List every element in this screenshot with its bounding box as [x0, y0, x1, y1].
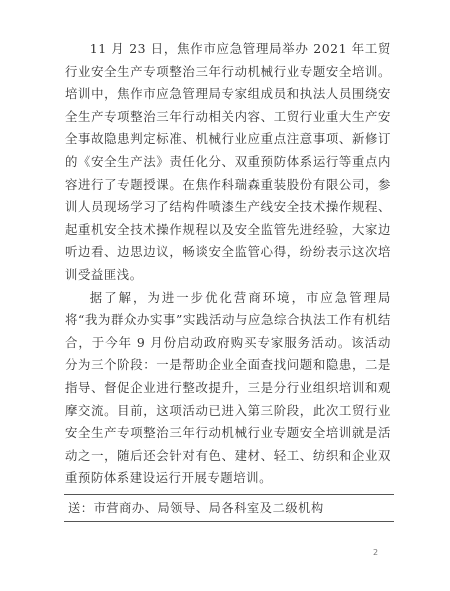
cc-top-divider — [64, 494, 394, 495]
paragraph-training-report: 11 月 23 日，焦作市应急管理局举办 2021 年工贸行业安全生产专项整治三年行动机械行业专题安全培训。培训中，焦作市应急管理局专家组成员和执法人员围绕安全生产专项整治三年行动相关内容、工贸行业重大生产安全事故隐患判定标准、机械行业应重点注意事项、新修订的《安全生产法》责任化分、双重预防体系运行等重点内容进行了专题授课。在焦作科瑞森重装股份有限公司，参训人员现场学习了结构件喷漆生产线安全技术操作规程、起重机安全技术操作规程以及安全监管先进经验，大家边听边看、边思边议，畅谈安全监管心得，纷纷表示这次培训受益匪浅。 — [65, 41, 391, 282]
page-number: 2 — [373, 548, 379, 557]
cc-bottom-divider — [64, 521, 394, 522]
paragraph-activity-background: 据了解，为进一步优化营商环境，市应急管理局将“我为群众办实事”实践活动与应急综合执法工作有机结合，于今年 9 月份启动政府购买专家服务活动。该活动分为三个阶段：一是帮助企业全面查找问题和隐患，二是指导、督促企业进行整改提升，三是分行业组织培训和观摩交流。目前，这项活动已进入第三阶段，此次工贸行业安全生产专项整治三年行动机械行业专题安全培训就是活动之一，随后还会针对有色、建材、轻工、纺织和企业双重预防体系建设运行开展专题培训。 — [65, 289, 391, 486]
distribution-list: 送：市营商办、局领导、局各科室及二级机构 — [68, 501, 324, 515]
document-body — [65, 38, 391, 490]
